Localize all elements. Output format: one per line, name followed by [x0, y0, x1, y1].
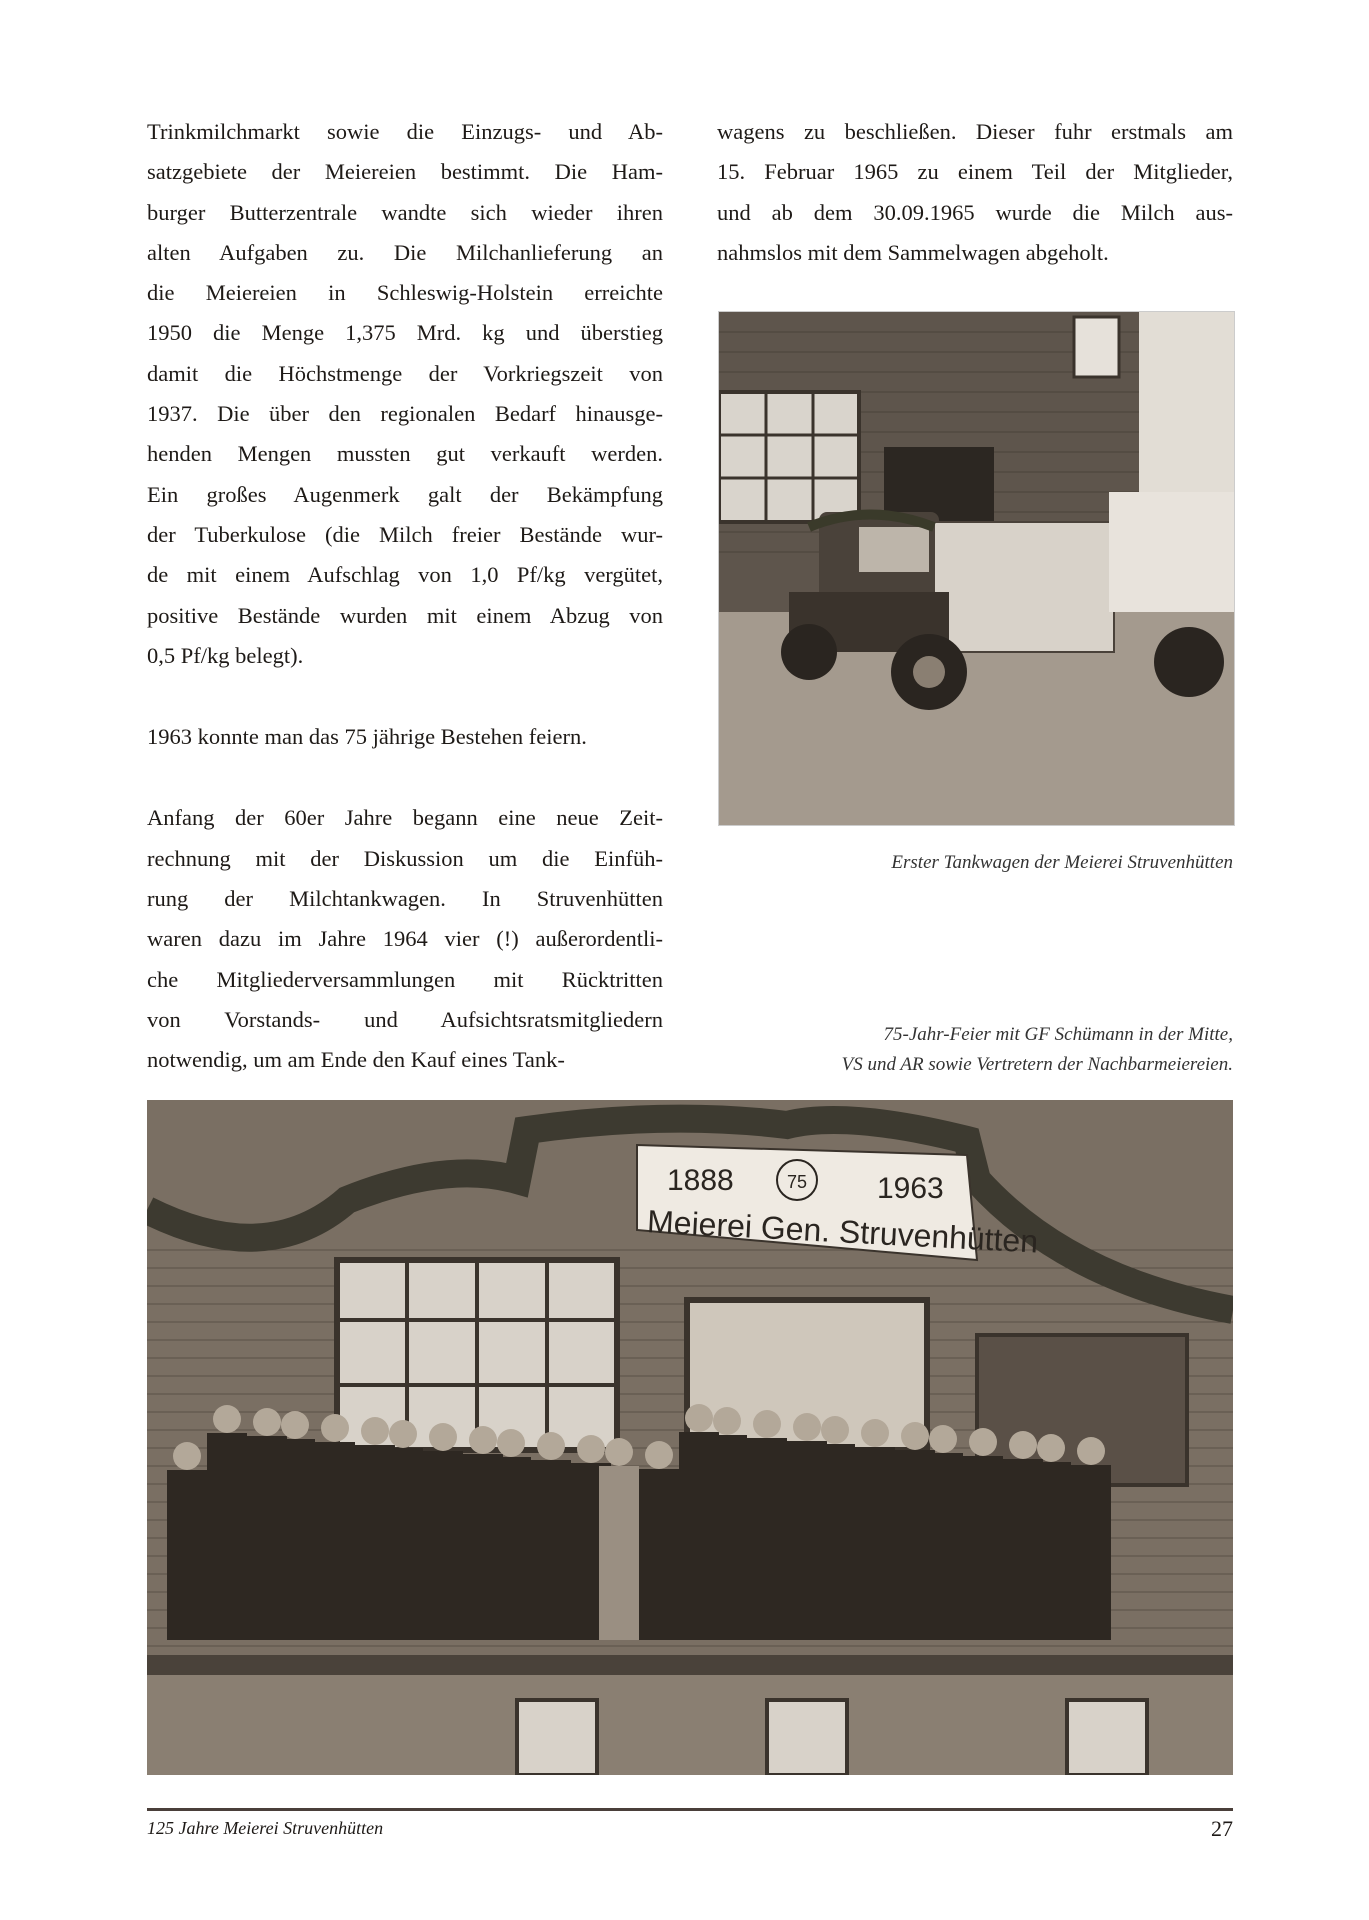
text-line: waren dazu im Jahre 1964 vier (!) außerordentli-	[147, 926, 663, 952]
person	[1071, 1437, 1111, 1640]
paragraph-2	[147, 717, 663, 757]
text-line: burger Butterzentrale wandte sich wieder ihren	[147, 199, 663, 225]
person	[923, 1425, 963, 1640]
text-line: 1950 die Menge 1,375 Mrd. kg und überstieg	[147, 320, 663, 346]
group-photo	[147, 1100, 1233, 1775]
text-line: rung der Milchtankwagen. In Struvenhütten	[147, 886, 663, 912]
text-line: wagens zu beschließen. Dieser fuhr erstmals am	[717, 119, 1233, 144]
person	[855, 1419, 895, 1640]
text-line: Ein großes Augenmerk galt der Bekämpfung	[147, 481, 663, 507]
person	[207, 1405, 247, 1640]
text-line: 1937. Die über den regionalen Bedarf hinausge-	[147, 401, 663, 427]
person	[315, 1414, 355, 1640]
caption-line-2: VS und AR sowie Vertretern der Nachbarmeiereien.	[841, 1054, 1233, 1075]
person	[423, 1423, 463, 1640]
person	[963, 1428, 1003, 1640]
caption-line-1: 75-Jahr-Feier mit GF Schümann in der Mitte,	[883, 1024, 1233, 1045]
text-line: che Mitgliederversammlungen mit Rücktritten	[147, 966, 663, 992]
right-column	[717, 112, 1233, 273]
text-line: Anfang der 60er Jahre begann eine neue Zeit-	[147, 805, 663, 831]
banner-badge: 75	[787, 1172, 808, 1192]
banner-name: Meierei Gen. Struvenhütten	[646, 1203, 1039, 1260]
text-line: 15. Februar 1965 zu einem Teil der Mitglieder,	[717, 159, 1233, 185]
text-line: notwendig, um am Ende den Kauf eines Tank-	[147, 1047, 565, 1073]
text-line: rechnung mit der Diskussion um die Einfüh-	[147, 845, 663, 871]
banner-year-end: 1963	[877, 1172, 944, 1205]
text-line: nahmslos mit dem Sammelwagen abgeholt.	[717, 239, 1109, 265]
person	[167, 1442, 207, 1640]
footer-rule	[147, 1808, 1233, 1811]
paragraph-continued	[717, 112, 1233, 273]
text-line: von Vorstands- und Aufsichtsratsmitgliedern	[147, 1006, 663, 1032]
truck-photo-caption: Erster Tankwagen der Meierei Struvenhütten	[891, 852, 1233, 873]
text-line: 0,5 Pf/kg belegt).	[147, 642, 304, 668]
text-line: henden Mengen mussten gut verkauft werden.	[147, 441, 663, 467]
person	[275, 1411, 315, 1640]
footer-title: 125 Jahre Meierei Struvenhütten	[147, 1818, 384, 1838]
banner-year-start: 1888	[667, 1164, 734, 1197]
text-line: die Meiereien in Schleswig-Holstein erreichte	[147, 280, 663, 306]
person	[639, 1441, 679, 1640]
person	[531, 1432, 571, 1640]
text-line: de mit einem Aufschlag von 1,0 Pf/kg vergütet,	[147, 562, 663, 588]
text-line: der Tuberkulose (die Milch freier Bestände wur-	[147, 521, 663, 547]
left-column	[147, 112, 663, 1081]
paragraph-1	[147, 112, 663, 676]
text-line: satzgebiete der Meiereien bestimmt. Die Ham-	[147, 159, 663, 185]
person	[815, 1416, 855, 1640]
person	[599, 1438, 639, 1640]
text-line: 1963 konnte man das 75 jährige Bestehen feiern.	[147, 724, 587, 750]
person	[383, 1420, 423, 1640]
group-photo-caption	[842, 1020, 1233, 1080]
person	[747, 1410, 787, 1640]
text-line: positive Bestände wurden mit einem Abzug von	[147, 602, 663, 628]
person	[707, 1407, 747, 1640]
person	[491, 1429, 531, 1640]
truck-photo	[718, 311, 1235, 826]
person	[1031, 1434, 1071, 1640]
text-line: alten Aufgaben zu. Die Milchanlieferung an	[147, 239, 663, 265]
paragraph-3	[147, 798, 663, 1080]
text-line: damit die Höchstmenge der Vorkriegszeit von	[147, 360, 663, 386]
page-number: 27	[1211, 1816, 1233, 1841]
text-line: und ab dem 30.09.1965 wurde die Milch aus-	[717, 199, 1233, 225]
text-line: Trinkmilchmarkt sowie die Einzugs- und Ab-	[147, 119, 663, 144]
